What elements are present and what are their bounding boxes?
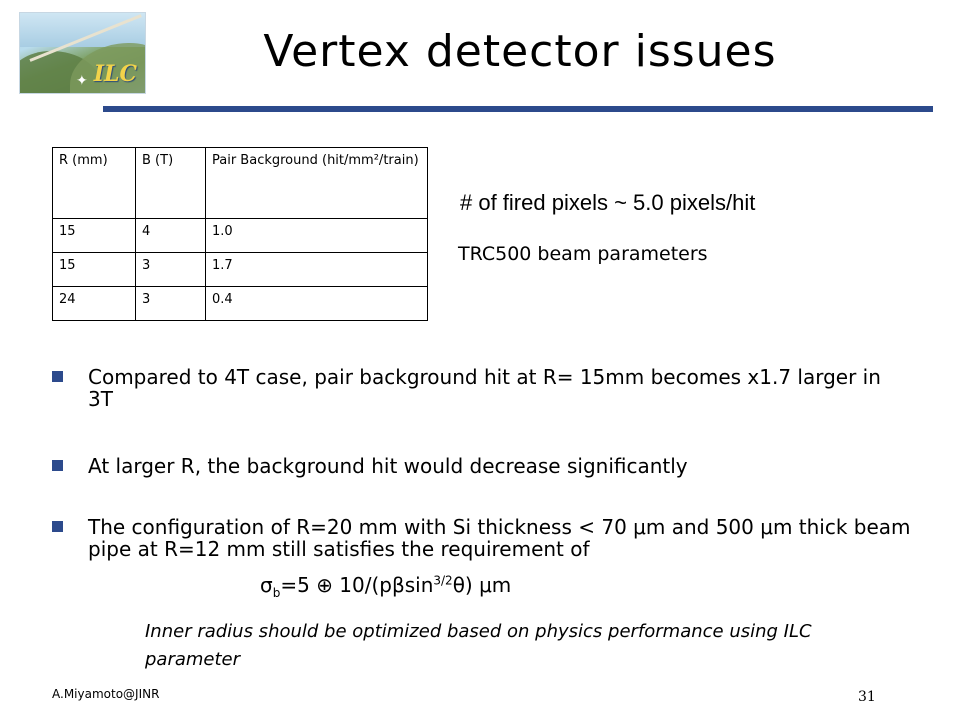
page-number: 31 (858, 689, 876, 705)
bullet-item (52, 455, 912, 477)
bullet-square-icon (52, 371, 63, 382)
formula-superscript: 3/2 (433, 573, 453, 588)
logo-sky (20, 13, 145, 47)
bullet-item (52, 366, 912, 410)
bullet-text: Compared to 4T case, pair background hit at R= 15mm becomes x1.7 larger in 3T (88, 365, 881, 411)
bullet-item (52, 516, 912, 560)
formula-body: =5 ⊕ 10/(pβsin (280, 573, 434, 597)
table-cell: 0.4 (206, 287, 428, 321)
table-cell: 1.0 (206, 219, 428, 253)
bullet-square-icon (52, 521, 63, 532)
table-header-cell: R (mm) (53, 148, 136, 219)
slide-title: Vertex detector issues (263, 26, 777, 77)
table-header-cell: Pair Background (hit/mm²/train) (206, 148, 428, 219)
table-row (53, 219, 428, 253)
bullet-text: At larger R, the background hit would decrease significantly (88, 454, 688, 478)
table-row (53, 287, 428, 321)
fired-pixels-text: # of fired pixels ~ 5.0 pixels/hit (460, 190, 756, 215)
table-cell: 1.7 (206, 253, 428, 287)
formula-subscript: b (272, 586, 281, 600)
resolution-formula (260, 573, 511, 600)
table-cell: 3 (136, 287, 206, 321)
footer-author: A.Miyamoto@JINR (52, 687, 160, 701)
table-cell: 3 (136, 253, 206, 287)
logo-text: ILC (93, 61, 137, 87)
star-icon: ✦ (76, 73, 88, 89)
table-header-cell: B (T) (136, 148, 206, 219)
pair-background-table (52, 147, 428, 321)
bullet-square-icon (52, 460, 63, 471)
formula-sigma: σ (260, 573, 273, 597)
table-header-row (53, 148, 428, 219)
italic-note: Inner radius should be optimized based on physics performance using ILC parameter (145, 621, 812, 670)
beam-parameters-text: TRC500 beam parameters (458, 243, 708, 265)
table-cell: 15 (53, 253, 136, 287)
title-divider (103, 106, 933, 112)
table-cell: 4 (136, 219, 206, 253)
bullet-text: The configuration of R=20 mm with Si thickness < 70 μm and 500 μm thick beam pipe at R=12 mm still satisfies the requirement of (88, 515, 911, 561)
table-row (53, 253, 428, 287)
table-cell: 15 (53, 219, 136, 253)
table-cell: 24 (53, 287, 136, 321)
formula-tail: θ) μm (452, 573, 512, 597)
ilc-logo (19, 12, 146, 94)
